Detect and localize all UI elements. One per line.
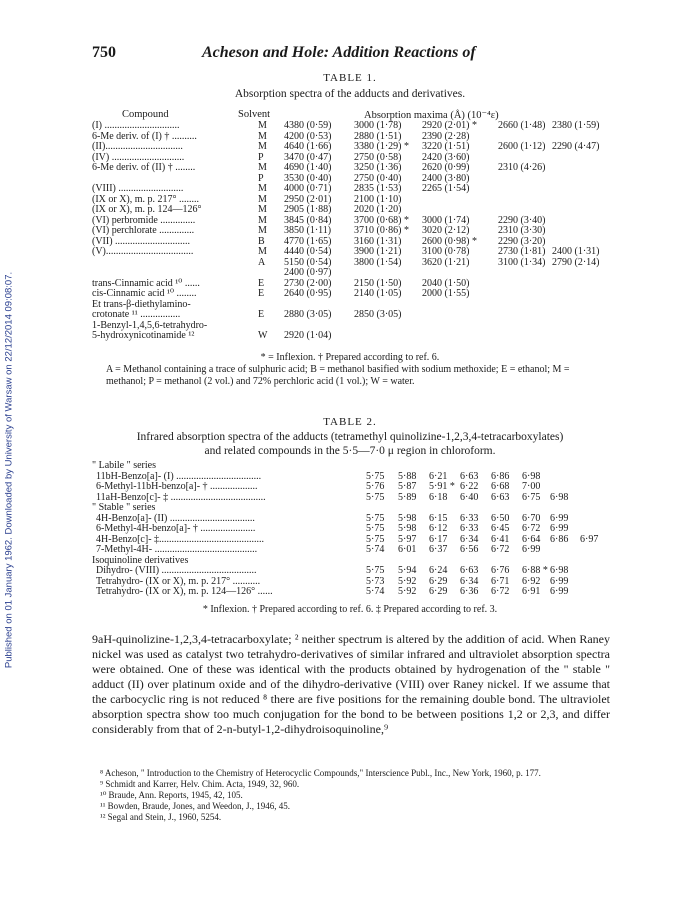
absorption-cell: 3100 (0·78) (422, 246, 470, 257)
wavelength-cell: 5·87 (398, 481, 417, 492)
wavelength-cell: 5·98 (398, 523, 417, 534)
wavelength-cell: 6·34 (460, 533, 479, 545)
absorption-cell: 2140 (1·05) (354, 288, 402, 299)
compound-cell: 6-Methyl-4H-benzo[a]- † ...................... (96, 523, 256, 534)
group-label: " Labile " series (92, 460, 156, 471)
wavelength-cell: 6·41 (491, 533, 510, 545)
table1-body (92, 121, 608, 342)
absorption-cell: 2290 (4·47) (552, 141, 600, 152)
wavelength-cell: 5·89 (398, 491, 417, 503)
absorption-cell: 2905 (1·88) (284, 204, 332, 215)
footnote: ¹¹ Bowden, Braude, Jones, and Weedon, J., 1946, 45. (100, 801, 290, 811)
absorption-cell: 2000 (1·55) (422, 288, 470, 299)
wavelength-cell: 6·56 (460, 544, 479, 555)
absorption-cell: 3470 (0·47) (284, 151, 332, 163)
absorption-cell: 2880 (1·51) (354, 130, 402, 142)
wavelength-cell: 6·97 (580, 533, 599, 545)
compound-cell: Dihydro- (VIII) ...................................... (96, 565, 257, 576)
wavelength-cell: 6·15 (429, 512, 448, 524)
absorption-cell: 2310 (4·26) (498, 162, 546, 173)
wavelength-cell: 6·75 (522, 491, 541, 503)
wavelength-cell: 6·72 (491, 586, 510, 597)
wavelength-cell: 5·97 (398, 533, 417, 545)
solvent-cell: M (258, 246, 267, 257)
compound-cell: Tetrahydro- (IX or X), m. p. 124—126° ...... (96, 586, 273, 597)
compound-cell: (I) .............................. (92, 120, 180, 131)
absorption-cell: 3100 (1·34) (498, 256, 546, 268)
absorption-cell: 2265 (1·54) (422, 183, 470, 194)
absorption-cell: 4770 (1·65) (284, 235, 332, 247)
absorption-cell: 2290 (3·40) (498, 214, 546, 226)
absorption-cell: 2850 (3·05) (354, 309, 402, 320)
running-head (92, 44, 608, 64)
wavelength-cell: 5·75 (366, 512, 385, 524)
absorption-cell: 3020 (2·12) (422, 225, 470, 236)
absorption-cell: 2660 (1·48) (498, 120, 546, 131)
compound-cell: (V)................................... (92, 246, 194, 257)
compound-cell: Et trans-β-diethylamino- (92, 298, 191, 310)
wavelength-cell: 5·98 (398, 512, 417, 524)
compound-cell: 6-Me deriv. of (I) † .......... (92, 130, 197, 142)
wavelength-cell: 6·18 (429, 491, 448, 503)
wavelength-cell: 6·36 (460, 586, 479, 597)
absorption-cell: 3800 (1·54) (354, 256, 402, 268)
absorption-cell: 2790 (2·14) (552, 256, 600, 268)
compound-cell: 11bH-Benzo[a]- (I) .................................. (96, 470, 262, 482)
solvent-cell: B (258, 235, 265, 247)
wavelength-cell: 6·21 (429, 470, 448, 482)
absorption-cell: 3160 (1·31) (354, 235, 402, 247)
table1-row (92, 184, 608, 195)
download-notice-sidebar (2, 150, 16, 790)
wavelength-cell: 5·88 (398, 470, 417, 482)
solvent-cell: M (258, 193, 267, 205)
wavelength-cell: 6·34 (460, 575, 479, 587)
solvent-cell: E (258, 309, 265, 320)
solvent-cell: M (258, 183, 267, 194)
absorption-cell: 2640 (0·95) (284, 288, 332, 299)
solvent-cell: W (258, 330, 268, 341)
wavelength-cell: 5·74 (366, 586, 385, 597)
compound-cell: crotonate ¹¹ ................ (92, 309, 181, 320)
wavelength-cell: 5·73 (366, 575, 385, 587)
wavelength-cell: 6·68 (491, 481, 510, 492)
absorption-cell: 4200 (0·53) (284, 130, 332, 142)
wavelength-cell: 6·63 (460, 470, 479, 482)
absorption-cell: 2380 (1·59) (552, 120, 600, 131)
wavelength-cell: 5·74 (366, 544, 385, 555)
table2-row (92, 524, 608, 535)
compound-cell: 7-Methyl-4H- ......................................... (96, 544, 258, 555)
wavelength-cell: 6·29 (429, 575, 448, 587)
solvent-cell: M (258, 130, 267, 142)
footnote: ⁹ Schmidt and Karrer, Helv. Chim. Acta, 1949, 32, 960. (100, 779, 300, 789)
running-title: Acheson and Hole: Addition Reactions of (202, 44, 476, 61)
wavelength-cell: 6·12 (429, 523, 448, 534)
wavelength-cell: 6·71 (491, 575, 510, 587)
wavelength-cell: 6·29 (429, 586, 448, 597)
wavelength-cell: 6·01 (398, 544, 417, 555)
absorption-cell: 2835 (1·53) (354, 183, 402, 194)
wavelength-cell: 6·86 (491, 470, 510, 482)
absorption-cell: 2400 (1·31) (552, 246, 600, 257)
table1-row (92, 163, 608, 174)
absorption-cell: 3900 (1·21) (354, 246, 402, 257)
table2-row (92, 493, 608, 504)
compound-cell: 11aH-Benzo[c]- ‡ ...................................... (96, 491, 266, 503)
wavelength-cell: 6·88 * (522, 565, 548, 576)
solvent-cell: M (258, 162, 267, 173)
wavelength-cell: 5·75 (366, 565, 385, 576)
absorption-cell: 2600 (1·12) (498, 141, 546, 152)
page-number: 750 (92, 44, 116, 61)
table2-body (92, 461, 608, 598)
absorption-cell: 2950 (2·01) (284, 193, 332, 205)
wavelength-cell: 6·98 (550, 491, 569, 503)
absorption-cell: 2600 (0·98) * (422, 235, 477, 247)
absorption-cell: 2920 (2·01) * (422, 120, 477, 131)
wavelength-cell: 6·63 (460, 565, 479, 576)
wavelength-cell: 6·98 (522, 470, 541, 482)
wavelength-cell: 5·75 (366, 491, 385, 503)
table1-header-compound: Compound (122, 109, 169, 120)
table1-row (92, 268, 608, 279)
solvent-cell: A (258, 256, 266, 268)
absorption-cell: 3710 (0·86) * (354, 225, 409, 236)
compound-cell: 6-Methyl-11bH-benzo[a]- † ................... (96, 481, 258, 492)
absorption-cell: 5150 (0·54) (284, 256, 332, 268)
wavelength-cell: 6·22 (460, 481, 479, 492)
absorption-cell: 3380 (1·29) * (354, 141, 409, 152)
table2-footnote: * Inflexion. † Prepared according to ref. 6. ‡ Prepared according to ref. 3. (202, 604, 498, 615)
absorption-cell: 2310 (3·30) (498, 225, 546, 236)
footnotes (92, 768, 608, 823)
absorption-cell: 2020 (1·20) (354, 204, 402, 215)
absorption-cell: 4690 (1·40) (284, 162, 332, 173)
wavelength-cell: 6·99 (550, 586, 569, 597)
wavelength-cell: 5·75 (366, 533, 385, 545)
table2-row (92, 482, 608, 493)
absorption-cell: 2620 (0·99) (422, 162, 470, 173)
wavelength-cell: 6·92 (522, 575, 541, 587)
table1-row (92, 247, 608, 258)
wavelength-cell: 5·75 (366, 523, 385, 534)
solvent-cell: M (258, 120, 267, 131)
footnote: ⁸ Acheson, " Introduction to the Chemistry of Heterocyclic Compounds," Interscience Publ., Inc., New York, 1960, p. 177. (100, 768, 541, 778)
absorption-cell: 2400 (3·80) (422, 172, 470, 184)
absorption-cell: 3850 (1·11) (284, 225, 332, 236)
absorption-cell: 2750 (0·58) (354, 151, 402, 163)
solvent-cell: M (258, 204, 267, 215)
absorption-cell: 2420 (3·60) (422, 151, 470, 163)
solvent-cell: M (258, 225, 267, 236)
table2-group-heading (92, 461, 608, 472)
compound-cell: (VI) perchlorate .............. (92, 225, 195, 236)
wavelength-cell: 5·92 (398, 586, 417, 597)
table2-group-heading (92, 503, 608, 514)
wavelength-cell: 6·70 (522, 512, 541, 524)
table1-header-maxima: Absorption maxima (Å) (10⁻⁴ε) (364, 110, 499, 121)
absorption-cell: 2880 (3·05) (284, 309, 332, 320)
wavelength-cell: 6·45 (491, 523, 510, 534)
table2-caption: TABLE 2. (323, 416, 377, 428)
absorption-cell: 3000 (1·74) (422, 214, 470, 226)
table1-header-solvent: Solvent (238, 109, 271, 120)
compound-cell: 5-hydroxynicotinamide ¹² (92, 330, 195, 341)
absorption-cell: 3845 (0·84) (284, 214, 332, 226)
absorption-cell: 2730 (2·00) (284, 277, 332, 289)
wavelength-cell: 6·99 (550, 512, 569, 524)
wavelength-cell: 6·76 (491, 565, 510, 576)
absorption-cell: 4380 (0·59) (284, 120, 332, 131)
absorption-cell: 2730 (1·81) (498, 246, 546, 257)
absorption-cell: 2150 (1·50) (354, 277, 402, 289)
solvent-cell: P (258, 151, 264, 163)
table2-row (92, 587, 608, 598)
compound-cell: (VIII) .......................... (92, 183, 184, 194)
absorption-cell: 3220 (1·51) (422, 141, 470, 152)
footnote: ¹² Segal and Stein, J., 1960, 5254. (100, 812, 222, 822)
wavelength-cell: 6·37 (429, 544, 448, 555)
compound-cell: (IV) ............................. (92, 151, 185, 163)
table1-title: Absorption spectra of the adducts and derivatives. (234, 88, 466, 100)
wavelength-cell: 5·94 (398, 565, 417, 576)
absorption-cell: 2100 (1·10) (354, 193, 402, 205)
table1-row (92, 121, 608, 132)
wavelength-cell: 5·75 (366, 470, 385, 482)
table1-row (92, 331, 608, 342)
wavelength-cell: 6·33 (460, 512, 479, 524)
wavelength-cell: 5·92 (398, 575, 417, 587)
wavelength-cell: 6·99 (522, 544, 541, 555)
compound-cell: trans-Cinnamic acid ¹⁰ ...... (92, 277, 200, 289)
compound-cell: Tetrahydro- (IX or X), m. p. 217° ........... (96, 575, 261, 587)
absorption-cell: 2400 (0·97) (284, 267, 332, 278)
absorption-cell: 4440 (0·54) (284, 246, 332, 257)
wavelength-cell: 6·17 (429, 533, 448, 545)
wavelength-cell: 6·63 (491, 491, 510, 503)
absorption-cell: 3620 (1·21) (422, 256, 470, 268)
wavelength-cell: 6·64 (522, 533, 541, 545)
compound-cell: (IX or X), m. p. 124—126° (92, 204, 202, 215)
group-label: Isoquinoline derivatives (92, 554, 189, 566)
footnote: ¹⁰ Braude, Ann. Reports, 1945, 42, 105. (100, 790, 243, 800)
compound-cell: (VII) .............................. (92, 235, 191, 247)
wavelength-cell: 6·50 (491, 512, 510, 524)
absorption-cell: 4000 (0·71) (284, 183, 332, 194)
compound-cell: (IX or X), m. p. 217° ........ (92, 193, 200, 205)
solvent-cell: P (258, 172, 264, 184)
absorption-cell: 3000 (1·78) (354, 120, 402, 131)
wavelength-cell: 5·91 * (429, 481, 455, 492)
compound-cell: (II)............................... (92, 141, 183, 152)
table1-footnote-solvents: A = Methanol containing a trace of sulphuric acid; B = methanol basified with sodium methoxide; E = ethanol; M = methanol; P = methanol (2 vol.) and 72% perchloric acid (1 vol.); W = water. (106, 364, 570, 387)
absorption-cell: 3700 (0·68) * (354, 214, 409, 226)
compound-cell: 4H-Benzo[a]- (II) .................................. (96, 512, 255, 524)
wavelength-cell: 6·72 (522, 523, 541, 534)
table1-row (92, 142, 608, 153)
compound-cell: 4H-Benzo[c]- ‡.......................................... (96, 533, 265, 545)
absorption-cell: 3530 (0·40) (284, 172, 332, 184)
table2-row (92, 566, 608, 577)
group-label: " Stable " series (92, 502, 156, 513)
body-paragraph: 9aH-quinolizine-1,2,3,4-tetracarboxylate; ² neither spectrum is altered by the addition of acid. When Raney nickel was used as catalyst two tetrahydro-derivatives of similar infrared and ultraviolet absorption spectra were obtained. One of these was identical with the products obtained by hydrogenation of the " stable " adduct (II) over platinum oxide and of the dihydro-derivative (VIII) over Raney nickel. If we assume that the carbocyclic ring is not reduced ⁸ there are five positions for the remaining double bond. The ultraviolet absorption spectra show too much conjugation for the bond to be between positions 1,2 or 2,3, and differ considerably from that of 2-n-butyl-1,2-dihydroisoquinoline,⁹ (92, 632, 610, 736)
wavelength-cell: 6·33 (460, 523, 479, 534)
absorption-cell: 2920 (1·04) (284, 330, 332, 341)
table1-caption: TABLE 1. (323, 72, 377, 84)
compound-cell: cis-Cinnamic acid ¹⁰ ........ (92, 288, 197, 299)
wavelength-cell: 6·72 (491, 544, 510, 555)
table1-row (92, 205, 608, 216)
table1-row (92, 310, 608, 321)
table1-row (92, 258, 608, 269)
absorption-cell: 2040 (1·50) (422, 277, 470, 289)
wavelength-cell: 6·98 (550, 565, 569, 576)
wavelength-cell: 6·24 (429, 565, 448, 576)
wavelength-cell: 6·40 (460, 491, 479, 503)
download-notice-text: Published on 01 January 1962. Downloaded by University of Warsaw on 22/12/2014 09:08:07. (3, 271, 15, 669)
absorption-cell: 4640 (1·66) (284, 141, 332, 152)
solvent-cell: M (258, 214, 267, 226)
wavelength-cell: 6·91 (522, 586, 541, 597)
absorption-cell: 2290 (3·20) (498, 235, 546, 247)
absorption-cell: 2390 (2·28) (422, 130, 470, 142)
absorption-cell: 3250 (1·36) (354, 162, 402, 173)
compound-cell: 1-Benzyl-1,4,5,6-tetrahydro- (92, 319, 208, 331)
table1-footnote-symbols: * = Inflexion. † Prepared according to ref. 6. (260, 352, 440, 363)
solvent-cell: E (258, 288, 265, 299)
compound-cell: 6-Me deriv. of (II) † ........ (92, 162, 196, 173)
wavelength-cell: 6·86 (550, 533, 569, 545)
wavelength-cell: 7·00 (522, 481, 541, 492)
wavelength-cell: 6·99 (550, 523, 569, 534)
solvent-cell: M (258, 141, 267, 152)
table2-title: Infrared absorption spectra of the adducts (tetramethyl quinolizine-1,2,3,4-tetracarboxylates) and related compounds in the 5·5—7·0 μ region in chloroform. (136, 431, 564, 457)
solvent-cell: E (258, 277, 265, 289)
table1-row (92, 289, 608, 300)
table2-row (92, 545, 608, 556)
wavelength-cell: 5·76 (366, 481, 385, 492)
table1-row (92, 226, 608, 237)
absorption-cell: 2750 (0·40) (354, 172, 402, 184)
compound-cell: (VI) perbromide .............. (92, 214, 196, 226)
wavelength-cell: 6·99 (550, 575, 569, 587)
